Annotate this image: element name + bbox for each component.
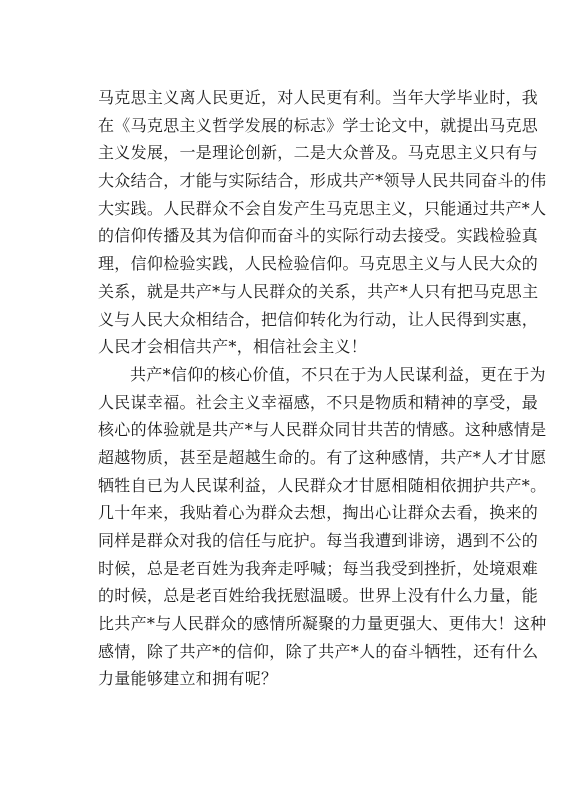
paragraph-line: 大众结合，才能与实际结合，形成共产*领导人民共同奋斗的伟 [98, 171, 547, 191]
paragraph-line: 比共产*与人民群众的感情所凝聚的力量更强大、更伟大！这种 [98, 614, 547, 634]
paragraph-1 [98, 84, 547, 361]
paragraph-line: 时候，总是老百姓为我奔走呼喊；每当我受到挫折，处境艰难 [98, 558, 539, 578]
paragraph-line: 主义发展，一是理论创新，二是大众普及。马克思主义只有与 [98, 143, 539, 163]
paragraph-line: 牺牲自已为人民谋利益，人民群众才甘愿相随相依拥护共产*。 [98, 475, 547, 495]
paragraph-line: 的信仰传播及其为信仰而奋斗的实际行动去接受。实践检验真 [98, 226, 539, 246]
paragraph-line: 义与人民大众相结合，把信仰转化为行动，让人民得到实惠， [98, 309, 539, 329]
paragraph-line: 人民谋幸福。社会主义幸福感，不只是物质和精神的享受，最 [98, 392, 539, 412]
paragraph-2 [98, 361, 547, 693]
paragraph-line: 超越物质，甚至是超越生命的。有了这种感情，共产*人才甘愿 [98, 447, 547, 467]
paragraph-line: 力量能够建立和拥有呢？ [98, 669, 278, 689]
paragraph-line: 在《马克思主义哲学发展的标志》学士论文中，就提出马克思 [98, 115, 539, 135]
paragraph-line: 关系，就是共产*与人民群众的关系，共产*人只有把马克思主 [98, 281, 539, 301]
paragraph-line: 同样是群众对我的信任与庇护。每当我遭到诽谤，遇到不公的 [98, 531, 539, 550]
paragraph-line: 感情，除了共产*的信仰，除了共产*人的奋斗牺牲，还有什么 [98, 641, 539, 661]
paragraph-line: 共产*信仰的核心价值，不只在于为人民谋利益，更在于为 [130, 364, 546, 384]
paragraph-line: 大实践。人民群众不会自发产生马克思主义，只能通过共产*人 [98, 198, 547, 218]
body-text [98, 84, 547, 693]
paragraph-line: 人民才会相信共产*，相信社会主义！ [98, 337, 368, 357]
paragraph-line: 的时候，总是老百姓给我抚慰温暖。世界上没有什么力量，能 [98, 586, 539, 606]
paragraph-line: 理，信仰检验实践，人民检验信仰。马克思主义与人民大众的 [98, 254, 539, 274]
paragraph-line: 马克思主义离人民更近，对人民更有利。当年大学毕业时，我 [98, 88, 539, 107]
paragraph-line: 核心的体验就是共产*与人民群众同甘共苦的情感。这种感情是 [98, 420, 547, 440]
paragraph-line: 几十年来，我贴着心为群众去想，掏出心让群众去看，换来的 [98, 503, 539, 523]
